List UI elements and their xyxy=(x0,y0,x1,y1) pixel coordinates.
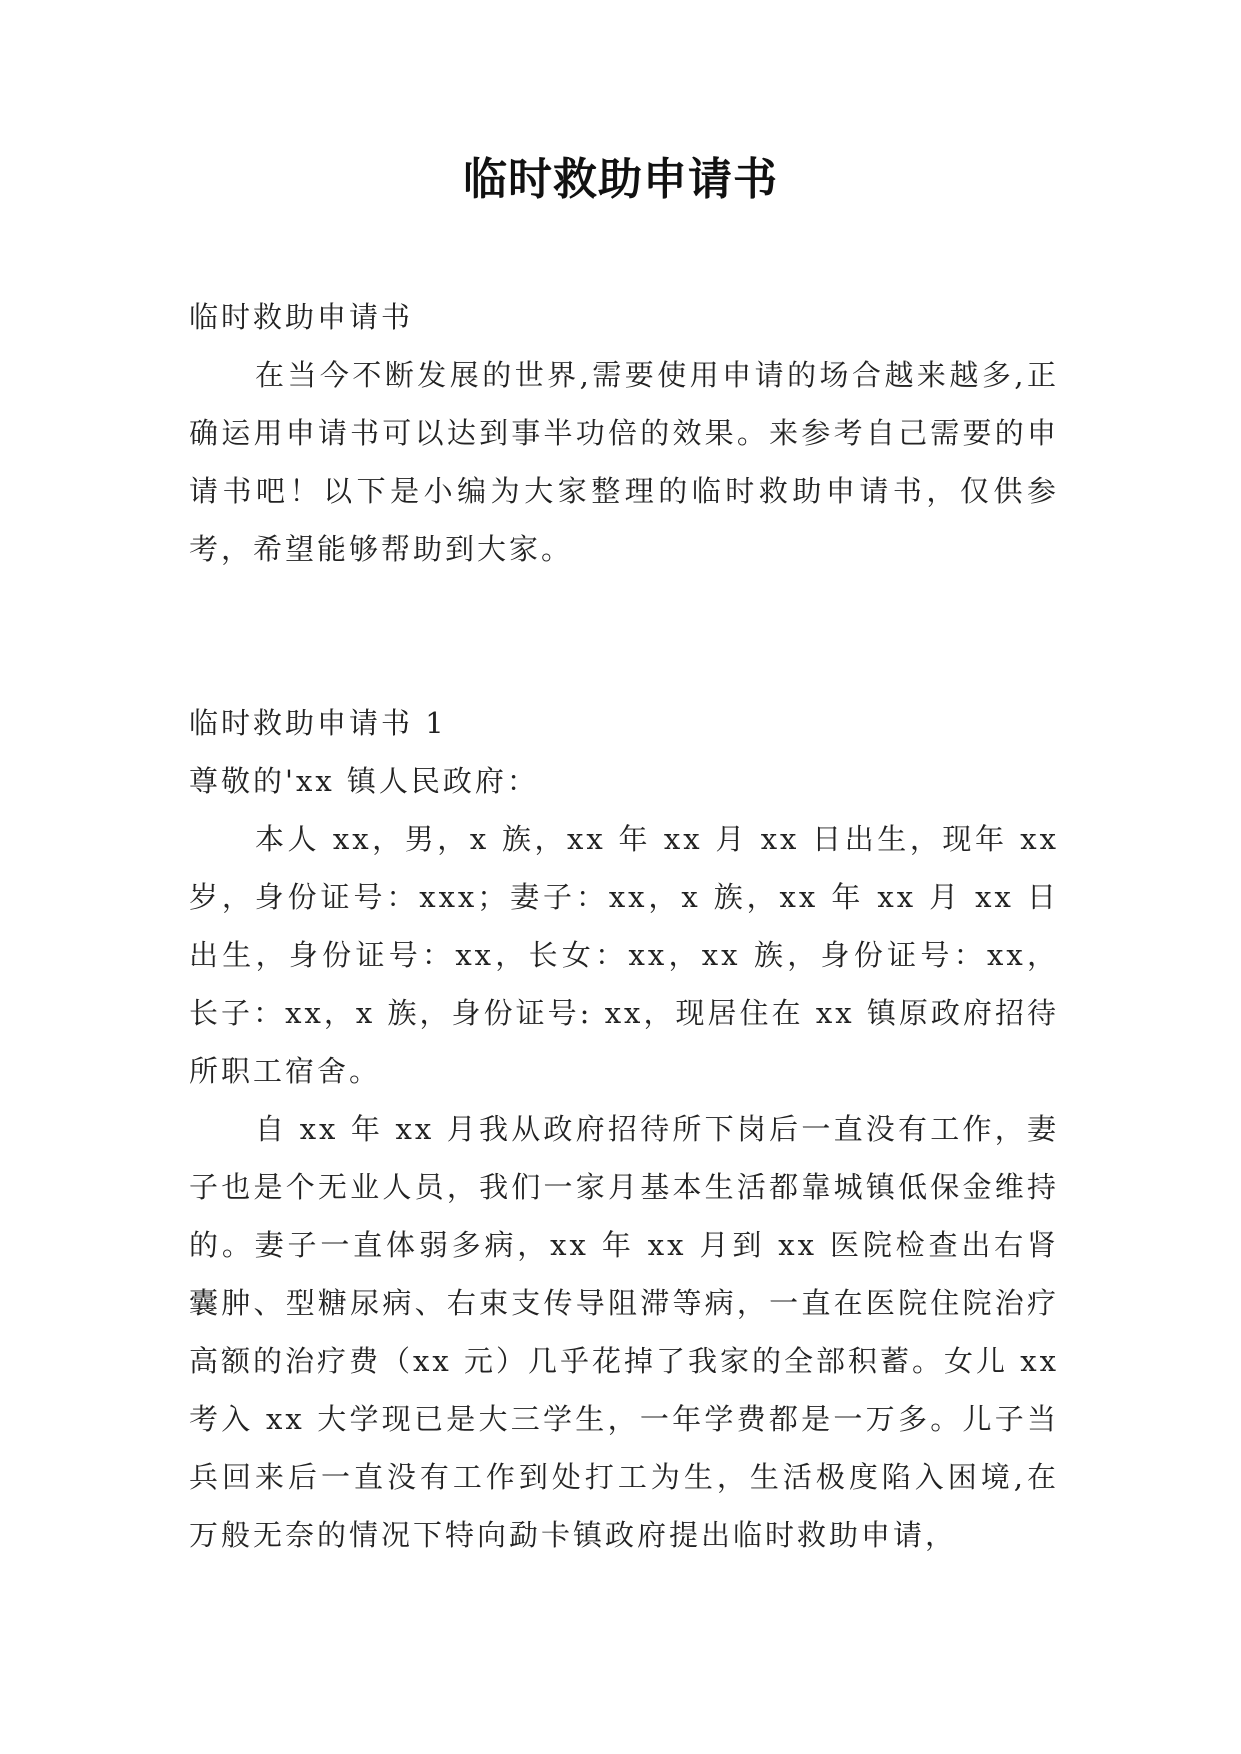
salutation: 尊敬的'xx 镇人民政府： xyxy=(189,764,539,798)
document-title: 临时救助申请书 xyxy=(463,154,778,205)
letter-paragraph-2: 自 xx 年 xx 月我从政府招待所下岗后一直没有工作，妻子也是个无业人员，我们一家月基本生活都靠城镇低保金维持的。妻子一直体弱多病，xx 年 xx 月到 xx 医院检查出右肾囊肿、型糖尿病、右束支传导阻滞等病，一直在医院住院治疗高额的治疗费（xx 元）几乎花掉了我家的全部积蓄。女儿 xx 考入 xx 大学现已是大三学生，一年学费都是一万多。儿子当兵回来后一直没有工作到处打工为生，生活极度陷入困境,在万般无奈的情况下特向勐卡镇政府提出临时救助申请， xyxy=(189,1112,1059,1552)
section-heading: 临时救助申请书 1 xyxy=(189,706,447,740)
intro-heading: 临时救助申请书 xyxy=(189,300,414,334)
intro-paragraph: 在当今不断发展的世界,需要使用申请的场合越来越多,正确运用申请书可以达到事半功倍的效果。来参考自己需要的申请书吧！以下是小编为大家整理的临时救助申请书，仅供参考，希望能够帮助到大家。 xyxy=(189,358,1059,566)
intro-block xyxy=(189,288,1059,578)
letter-block xyxy=(189,694,1059,1564)
letter-paragraph-1: 本人 xx，男，x 族，xx 年 xx 月 xx 日出生，现年 xx 岁，身份证号：xxx；妻子：xx，x 族，xx 年 xx 月 xx 日出生，身份证号：xx，长女：xx，xx 族，身份证号：xx，长子：xx，x 族，身份证号: xx，现居住在 xx 镇原政府招待所职工宿舍。 xyxy=(189,822,1059,1088)
